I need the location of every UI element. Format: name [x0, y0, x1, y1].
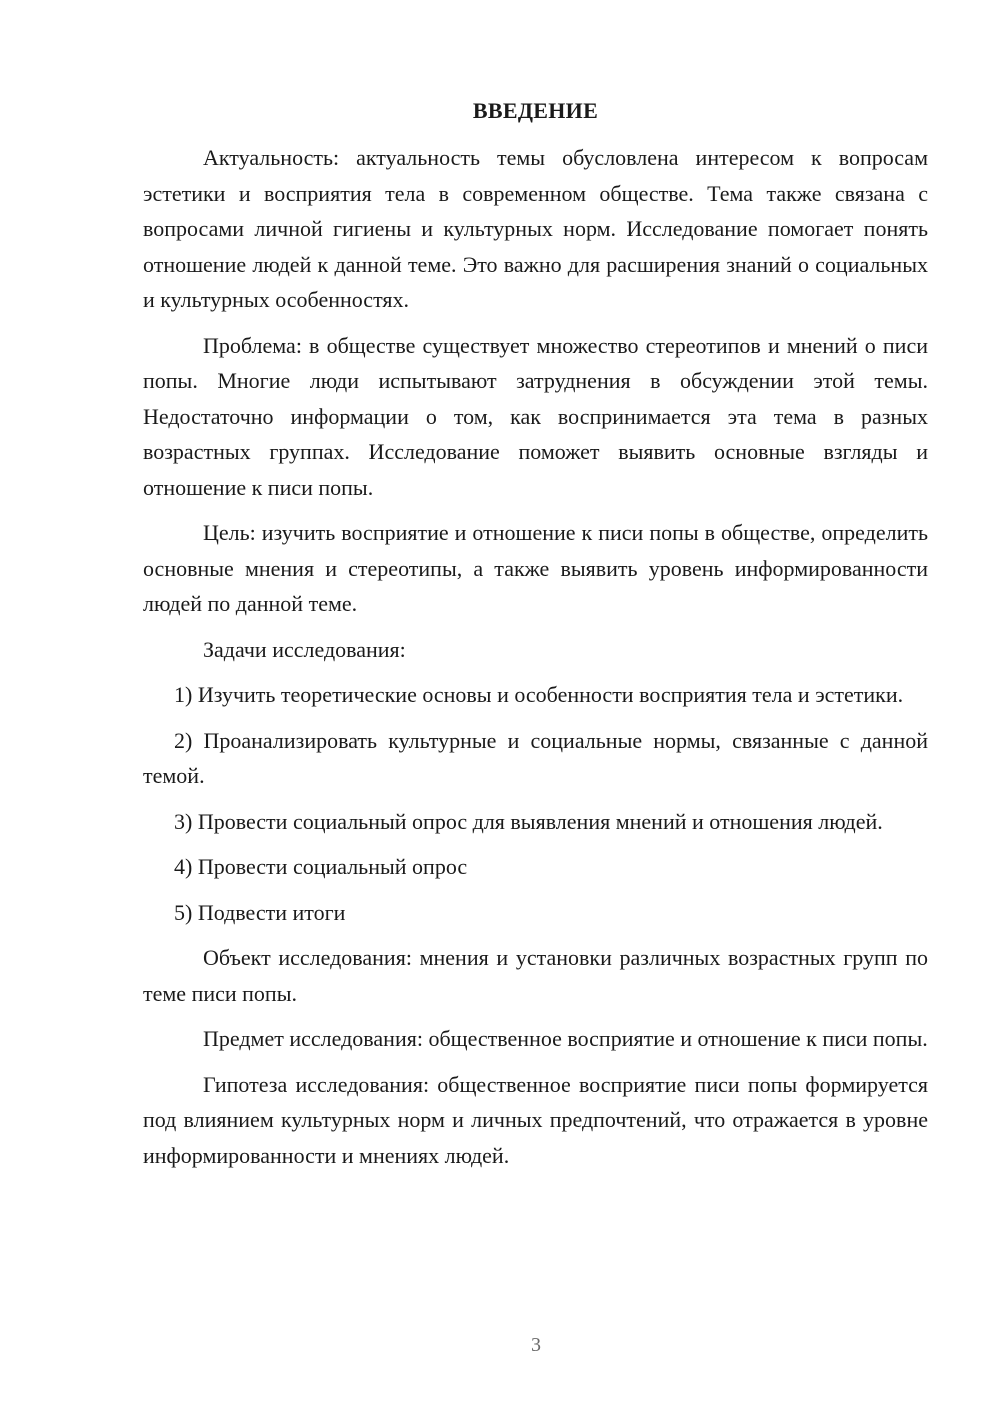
- hypothesis-paragraph: Гипотеза исследования: общественное восприятие писи попы формируется под влиянием культурных норм и личных предпочтений, что отражается в уровне информированности и мнениях людей.: [143, 1071, 928, 1168]
- page-title: ВВЕДЕНИЕ: [472, 98, 599, 123]
- task-item-3: 3) Провести социальный опрос для выявления мнений и отношения людей.: [174, 808, 883, 834]
- task-item-5: 5) Подвести итоги: [174, 899, 346, 925]
- problem-paragraph: Проблема: в обществе существует множество стереотипов и мнений о писи попы. Многие люди испытывают затруднения в обсуждении этой темы. Недостаточно информации о том, как воспринимается эта тема в разных возрастных группах. Исследование поможет выявить основные взгляды и отношение к писи попы.: [143, 332, 928, 500]
- relevance-paragraph: Актуальность: актуальность темы обусловлена интересом к вопросам эстетики и восприятия тела в современном обществе. Тема также связана с вопросами личной гигиены и культурных норм. Исследование помогает понять отношение людей к данной теме. Это важно для расширения знаний о социальных и культурных особенностях.: [143, 145, 928, 312]
- page-number: 3: [531, 1334, 541, 1356]
- tasks-heading: Задачи исследования:: [203, 636, 406, 662]
- object-paragraph: Объект исследования: мнения и установки различных возрастных групп по теме писи попы.: [143, 945, 928, 1006]
- task-item-1: 1) Изучить теоретические основы и особенности восприятия тела и эстетики.: [174, 682, 904, 707]
- task-item-2: 2) Проанализировать культурные и социальные нормы, связанные с данной темой.: [143, 727, 928, 788]
- document-page: [143, 96, 928, 1183]
- subject-paragraph: Предмет исследования: общественное восприятие и отношение к писи попы.: [203, 1026, 928, 1051]
- goal-paragraph: Цель: изучить восприятие и отношение к писи попы в обществе, определить основные мнения и стереотипы, а также выявить уровень информированности людей по данной теме.: [143, 520, 928, 616]
- task-item-4: 4) Провести социальный опрос: [174, 854, 468, 879]
